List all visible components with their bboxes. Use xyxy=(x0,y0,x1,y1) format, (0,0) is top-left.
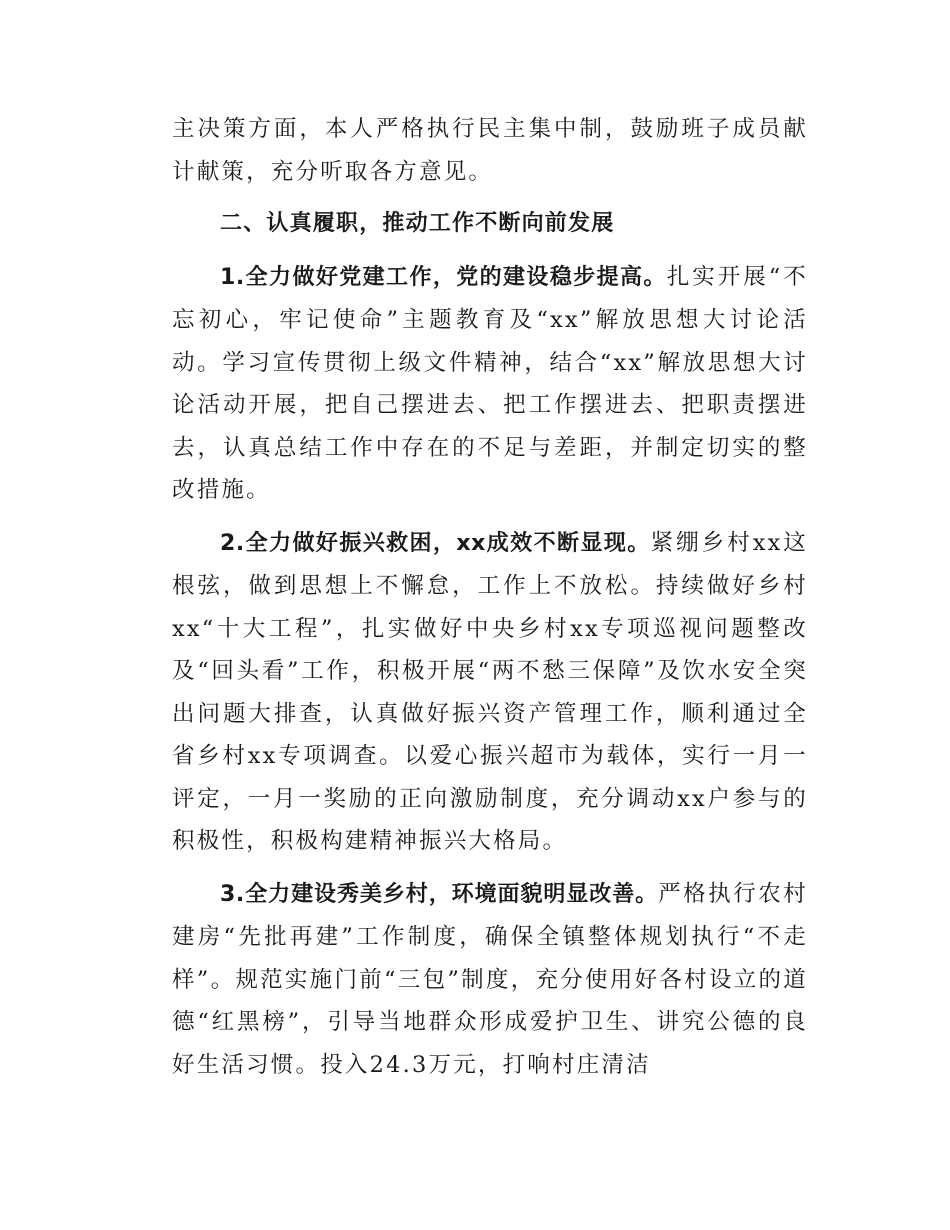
item-lead-3: 3.全力建设秀美乡村，环境面貌明显改善。 xyxy=(220,881,659,907)
intro-continuation-paragraph xyxy=(172,108,808,193)
section-heading xyxy=(172,203,808,246)
item-paragraph-3 xyxy=(172,873,808,1087)
item-body-3: 严格执行农村建房“先批再建”工作制度，确保全镇整体规划执行“不走样”。规范实施门前“三包”制度，充分使用好各村设立的道德“红黑榜”，引导当地群众形成爱护卫生、讲究公德的良好生活习惯。投入24.3万元，打响村庄清洁 xyxy=(172,880,809,1078)
document-page xyxy=(172,108,808,1086)
item-body-1: 扎实开展“不忘初心，牢记使命”主题教育及“xx”解放思想大讨论活动。学习宣传贯彻上级文件精神，结合“xx”解放思想大讨论活动开展，把自己摆进去、把工作摆进去、把职责摆进去，认真总结工作中存在的不足与差距，并制定切实的整改措施。 xyxy=(172,263,808,503)
item-paragraph-2 xyxy=(172,522,808,863)
item-lead-2: 2.全力做好振兴救困，xx成效不断显现。 xyxy=(220,530,651,556)
item-body-2: 紧绷乡村xx这根弦，做到思想上不懈怠，工作上不放松。持续做好乡村xx“十大工程”，扎实做好中央乡村xx专项巡视问题整改及“回头看”工作，积极开展“两不愁三保障”及饮水安全突出问题大排查，认真做好振兴资产管理工作，顺利通过全省乡村xx专项调查。以爱心振兴超市为载体，实行一月一评定，一月一奖励的正向激励制度，充分调动xx户参与的积极性，积极构建精神振兴大格局。 xyxy=(172,529,808,854)
section-heading-text: 二、认真履职，推动工作不断向前发展 xyxy=(220,211,615,236)
item-lead-1: 1.全力做好党建工作，党的建设稳步提高。 xyxy=(220,264,667,290)
item-paragraph-1 xyxy=(172,256,808,512)
intro-continuation-text: 主决策方面，本人严格执行民主集中制，鼓励班子成员献计献策，充分听取各方意见。 xyxy=(172,116,808,185)
